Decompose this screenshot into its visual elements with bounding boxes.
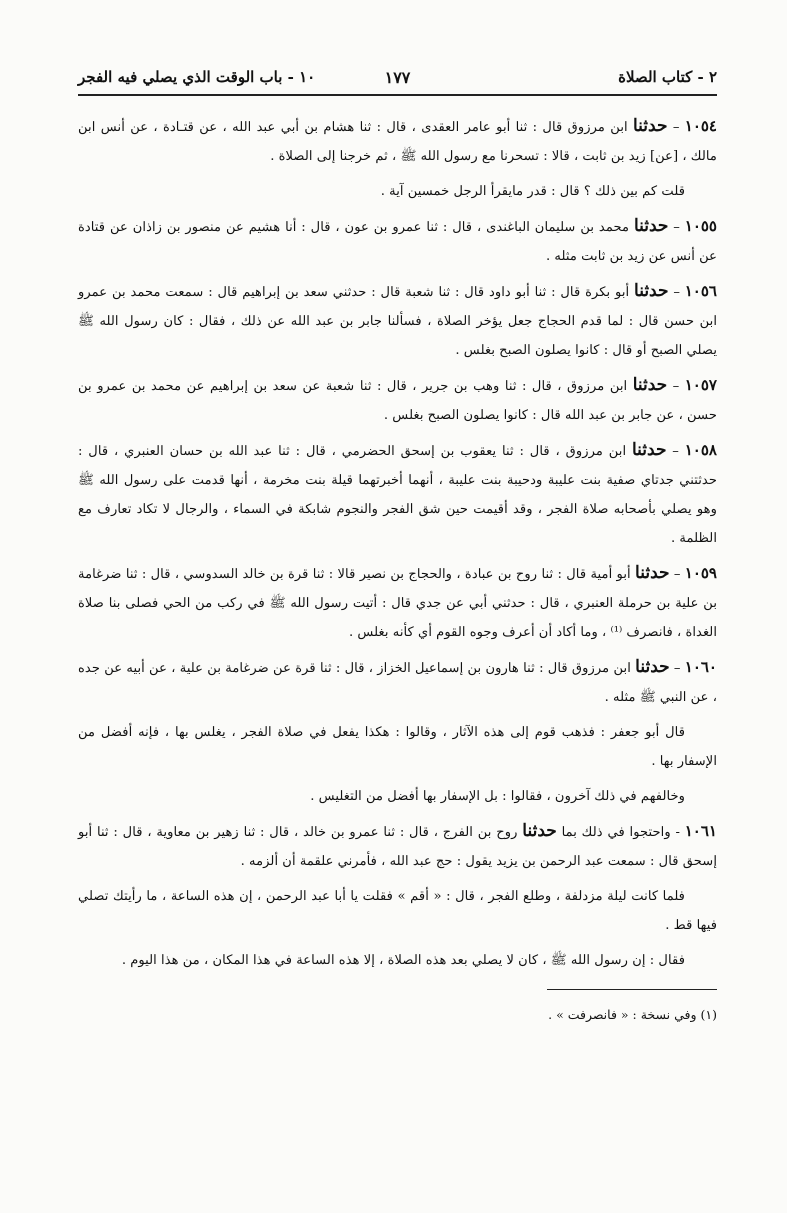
hadith-1057: ١٠٥٧ – حدثنا ابن مرزوق ، قال : ثنا وهب بن جرير ، قال : ثنا شعبة عن سعد بن إبراهيم عن محمد بن عمرو بن حسن ، عن جابر بن عبد الله قال : كانوا يصلون الصبح بغلس . [78, 375, 717, 423]
haddatha-word: حدثنا [632, 375, 668, 395]
page-body [78, 112, 717, 1029]
hadith-text: ابن مرزوق قال : ثنا أبو عامر العقدى ، قال : ثنا هشام بن أبي عبد الله ، عن قتـادة ، عن أنس ابن مالك ، [عن] زيد بن ثابت ، قالا : تسحرنا مع رسول الله ﷺ ، ثم خرجنا إلى الصلاة . [78, 120, 717, 164]
hadith-1059: ١٠٥٩ – حدثنا أبو أمية قال : ثنا روح بن عبادة ، والحجاج بن نصير قالا : ثنا قرة بن خالد السدوسي ، قال : ثنا ضرغامة بن علية بن حرملة العنبري ، قال : حدثني أبي عن جدي قال : أتيت رسول الله ﷺ في ركب من الحي فصلى بنا صلاة الغداة ، فانصرف ⁽¹⁾ ، وما أكاد أن أعرف وجوه القوم أي كأنه بغلس . [78, 563, 717, 640]
running-header [78, 62, 717, 92]
hadith-number: ١٠٥٧ [684, 376, 717, 394]
hadith-text: روح بن الفرج ، قال : ثنا عمرو بن خالد ، قال : ثنا زهير بن معاوية ، قال : ثنا أبو إسحق قال : سمعت عبد الرحمن بن يزيد يقول : حج عبد الله ، فأمرني علقمة أن ألزمه . [78, 825, 717, 869]
chapter-title: ١٠ - باب الوقت الذي يصلي فيه الفجر [78, 68, 316, 86]
commentary-paragraph: قال أبو جعفر : فذهب قوم إلى هذه الآثار ، وقالوا : هكذا يفعل في صلاة الفجر ، يغلس بها ، فإنه أفضل من الإسفار بها . [78, 725, 717, 769]
haddatha-word: حدثنا [633, 216, 669, 236]
header-rule [78, 94, 717, 96]
hadith-text: ابن مرزوق ، قال : ثنا يعقوب بن إسحق الحضرمي ، قال : ثنا عبد الله بن حسان العنبري ، قال : حدثتني جدتاي صفية بنت عليبة ودحيبة بنت عليبة ، أنهما أخبرتهما قيلة بنت مخرمة ، أنها قدمت على رسول الله ﷺ وهو يصلي بأصحابه صلاة الفجر ، وقد أقيمت حين شق الفجر والنجوم شابكة في السماء ، والرجال لا تكاد تعارف مع الظلمة . [78, 444, 717, 546]
book-title: ٢ - كتاب الصلاة [618, 68, 717, 86]
hadith-1060: ١٠٦٠ – حدثنا ابن مرزوق قال : ثنا هارون بن إسماعيل الخزاز ، قال : ثنا قرة عن ضرغامة بن علية ، عن أبيه عن جده ، عن النبي ﷺ مثله . [78, 657, 717, 705]
haddatha-word: حدثنا [635, 657, 670, 677]
hadith-1061 [78, 817, 717, 876]
hadith-text: ابن مرزوق ، قال : ثنا وهب بن جرير ، قال : ثنا شعبة عن سعد بن إبراهيم عن محمد بن عمرو بن حسن ، عن جابر بن عبد الله قال : كانوا يصلون الصبح بغلس . [78, 379, 717, 423]
hadith-continuation: فلما كانت ليلة مزدلفة ، وطلع الفجر ، قال : « أقم » فقلت يا أبا عبد الرحمن ، إن هذه الساعة ، ما رأيتك تصلي فيها قط . [78, 889, 717, 933]
page-number: ١٧٧ [384, 67, 411, 87]
hadith-note: قلت كم بين ذلك ؟ قال : قدر مايقرأ الرجل خمسين آية . [380, 184, 685, 199]
hadith-number: ١٠٦٠ [684, 658, 717, 676]
hadith-number: ١٠٦١ [684, 822, 717, 840]
hadith-number: ١٠٥٥ [684, 217, 717, 235]
hadith-text: أبو أمية قال : ثنا روح بن عبادة ، والحجاج بن نصير قالا : ثنا قرة بن خالد السدوسي ، قال : ثنا ضرغامة بن علية بن حرملة العنبري ، قال : حدثني أبي عن جدي قال : أتيت رسول الله ﷺ في ركب من الحي فصلى بنا صلاة الغداة ، فانصرف ⁽¹⁾ ، وما أكاد أن أعرف وجوه القوم أي كأنه بغلس . [78, 567, 717, 640]
hadith-number: ١٠٥٤ [684, 117, 717, 135]
hadith-text: ابن مرزوق قال : ثنا هارون بن إسماعيل الخزاز ، قال : ثنا قرة عن ضرغامة بن علية ، عن أبيه عن جده ، عن النبي ﷺ مثله . [78, 661, 717, 705]
haddatha-word: حدثنا [522, 821, 557, 841]
hadith-1055: ١٠٥٥ – حدثنا محمد بن سليمان الباغندى ، قال : ثنا عمرو بن عون ، قال : أنا هشيم عن منصور بن زاذان عن قتادة عن أنس عن زيد بن ثابت مثله . [78, 216, 717, 264]
footnote: (١) وفي نسخة : « فانصرفت » . [548, 1007, 717, 1022]
hadith-text: محمد بن سليمان الباغندى ، قال : ثنا عمرو بن عون ، قال : أنا هشيم عن منصور بن زاذان عن قتادة عن أنس عن زيد بن ثابت مثله . [78, 220, 717, 264]
hadith-1058: ١٠٥٨ – حدثنا ابن مرزوق ، قال : ثنا يعقوب بن إسحق الحضرمي ، قال : ثنا عبد الله بن حسان العنبري ، قال : حدثتني جدتاي صفية بنت عليبة ودحيبة بنت عليبة ، أنهما أخبرتهما قيلة بنت مخرمة ، أنها قدمت على رسول الله ﷺ وهو يصلي بأصحابه صلاة الفجر ، وقد أقيمت حين شق الفجر والنجوم شابكة في السماء ، والرجال لا تكاد تعارف مع الظلمة . [78, 440, 717, 546]
hadith-1056: ١٠٥٦ – حدثنا أبو بكرة قال : ثنا أبو داود قال : ثنا شعبة قال : حدثني سعد بن إبراهيم قال : سمعت محمد بن عمرو ابن حسن قال : لما قدم الحجاج جعل يؤخر الصلاة ، فسألنا جابر بن عبد الله عن ذلك ، فقال : كان رسول الله ﷺ يصلي الصبح أو قال : كانوا يصلون الصبح بغلس . [78, 281, 717, 358]
haddatha-word: حدثنا [631, 440, 667, 460]
commentary-paragraph: وخالفهم في ذلك آخرون ، فقالوا : بل الإسفار بها أفضل من التغليس . [310, 789, 685, 804]
haddatha-word: حدثنا [634, 281, 669, 301]
haddatha-word: حدثنا [633, 116, 668, 136]
hadith-continuation: فقال : إن رسول الله ﷺ ، كان لا يصلي بعد هذه الصلاة ، إلا هذه الساعة في هذا المكان ، من هذا اليوم . [121, 953, 685, 968]
hadith-number: ١٠٥٦ [684, 282, 717, 300]
haddatha-word: حدثنا [635, 563, 670, 583]
hadith-text: أبو بكرة قال : ثنا أبو داود قال : ثنا شعبة قال : حدثني سعد بن إبراهيم قال : سمعت محمد بن عمرو ابن حسن قال : لما قدم الحجاج جعل يؤخر الصلاة ، فسألنا جابر بن عبد الله عن ذلك ، فقال : كان رسول الله ﷺ يصلي الصبح أو قال : كانوا يصلون الصبح بغلس . [78, 285, 717, 358]
hadith-1054: ١٠٥٤ – حدثنا ابن مرزوق قال : ثنا أبو عامر العقدى ، قال : ثنا هشام بن أبي عبد الله ، عن قتـادة ، عن أنس ابن مالك ، [عن] زيد بن ثابت ، قالا : تسحرنا مع رسول الله ﷺ ، ثم خرجنا إلى الصلاة . [78, 116, 717, 164]
footnote-separator [547, 989, 717, 990]
hadith-number: ١٠٥٩ [684, 564, 717, 582]
hadith-number: ١٠٥٨ [684, 441, 717, 459]
hadith-lead: - واحتجوا في ذلك بما [561, 825, 680, 840]
